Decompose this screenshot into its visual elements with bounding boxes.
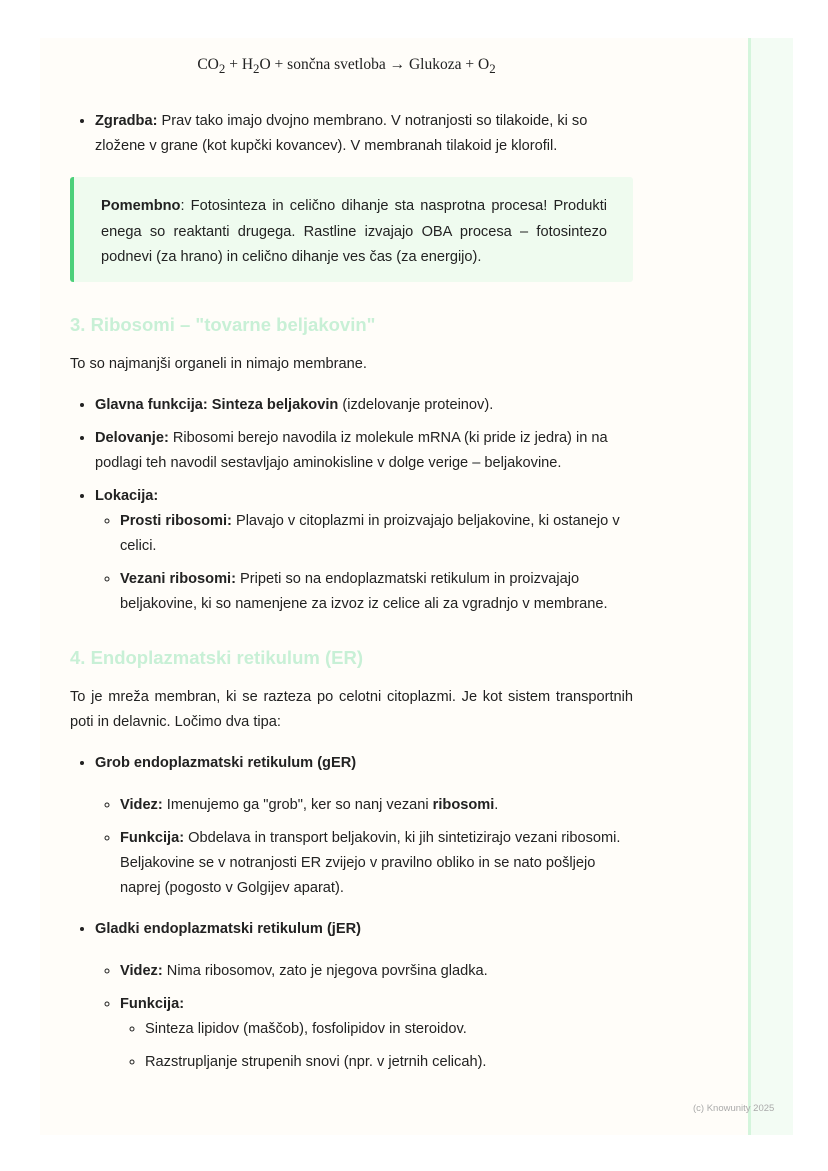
er-list	[70, 751, 633, 1075]
callout-text: : Fotosinteza in celično dihanje sta nasprotna procesa! Produkti enega so reaktanti drugega. Rastline izvajajo OBA procesa – fotosintezo podnevi (za hrano) in celično dihanje ves čas (za energijo).	[101, 198, 607, 266]
copyright-footer: (c) Knowunity 2025	[693, 1103, 775, 1114]
list-item	[95, 109, 633, 159]
list-item	[95, 393, 633, 418]
item-label: Lokacija:	[95, 487, 159, 504]
item-bold: ribosomi	[432, 796, 495, 813]
lokacija-list	[95, 509, 633, 617]
funkcije-list	[120, 1017, 633, 1075]
eq-sub: 2	[253, 61, 260, 77]
list-item	[120, 826, 633, 901]
side-strip	[748, 38, 793, 1135]
item-label: Delovanje:	[95, 429, 169, 446]
eq-rest: O + sončna svetloba → Glukoza + O	[259, 56, 490, 73]
important-callout	[70, 177, 633, 282]
list-item	[95, 751, 633, 901]
item-label: Funkcija:	[120, 995, 185, 1012]
item-title: Gladki endoplazmatski retikulum (jER)	[95, 920, 361, 937]
photosynthesis-equation	[70, 52, 633, 81]
section-heading-ribosomi: 3. Ribosomi – "tovarne beljakovin"	[70, 313, 376, 335]
eq-h: + H	[225, 56, 254, 73]
item-text: Nima ribosomov, zato je njegova površina gladka.	[162, 962, 488, 979]
item-label: Prosti ribosomi:	[120, 512, 232, 529]
item-label: Glavna funkcija: Sinteza beljakovin	[95, 396, 339, 413]
item-title: Grob endoplazmatski retikulum (gER)	[95, 754, 357, 771]
item-text: Pripeti so na endoplazmatski retikulum in proizvajajo beljakovine, ki so namenjene za izvoz iz celice ali za vgradnjo v membrane.	[120, 570, 608, 612]
list-item	[120, 793, 633, 818]
jer-list	[95, 959, 633, 1075]
list-item: ◦ Sinteza lipidov (maščob), fosfolipidov in steroidov.	[145, 1017, 633, 1042]
list-item	[95, 917, 633, 1075]
item-text: Prav tako imajo dvojno membrano. V notranjosti so tilakoide, ki so zložene v grane (kot kupčki kovancev). V membranah tilakoid je klorofil.	[95, 113, 588, 155]
eq-sub: 2	[489, 61, 496, 77]
list-item	[120, 567, 633, 617]
item-label: Vezani ribosomi:	[120, 570, 236, 587]
eq-sub: 2	[218, 61, 226, 77]
list-item	[120, 992, 633, 1075]
item-text: Ribosomi berejo navodila iz molekule mRNA (ki pride iz jedra) in na podlagi teh navodil sestavljajo aminokisline v dolge verige – beljakovine.	[95, 429, 608, 471]
list-item	[120, 509, 633, 559]
item-text: (izdelovanje proteinov).	[338, 396, 494, 413]
item-text: Plavajo v citoplazmi in proizvajajo beljakovine, ki ostanejo v celici.	[120, 512, 620, 554]
item-text: Obdelava in transport beljakovin, ki jih sintetizirajo vezani ribosomi. Beljakovine se v notranjosti ER zvijejo v pravilno obliko in se nato pošljejo naprej (pogosto v Golgijev aparat).	[120, 829, 621, 896]
item-label: Videz:	[120, 796, 163, 813]
ribosomi-list	[70, 393, 633, 617]
item-label: Funkcija:	[120, 829, 185, 846]
list-item	[95, 484, 633, 617]
ger-list	[95, 793, 633, 901]
item-text: Imenujemo ga "grob", ker so nanj vezani	[162, 796, 433, 813]
er-intro: To je mreža membran, ki se razteza po celotni citoplazmi. Je kot sistem transportnih poti in delavnic. Ločimo dva tipa:	[70, 688, 633, 730]
item-text: .	[494, 796, 499, 813]
document-content	[70, 52, 633, 1083]
list-item	[120, 959, 633, 984]
callout-label: Pomembno	[101, 198, 181, 215]
list-item: ◦ Razstrupljanje strupenih snovi (npr. v jetrnih celicah).	[145, 1050, 633, 1075]
ribosomi-intro: To so najmanjši organeli in nimajo membrane.	[70, 355, 367, 372]
item-label: Zgradba:	[95, 113, 158, 130]
section-heading-er: 4. Endoplazmatski retikulum (ER)	[70, 646, 363, 668]
eq-co: CO	[197, 56, 219, 73]
list-item	[95, 426, 633, 476]
item-label: Videz:	[120, 962, 163, 979]
zgradba-list	[70, 109, 633, 159]
